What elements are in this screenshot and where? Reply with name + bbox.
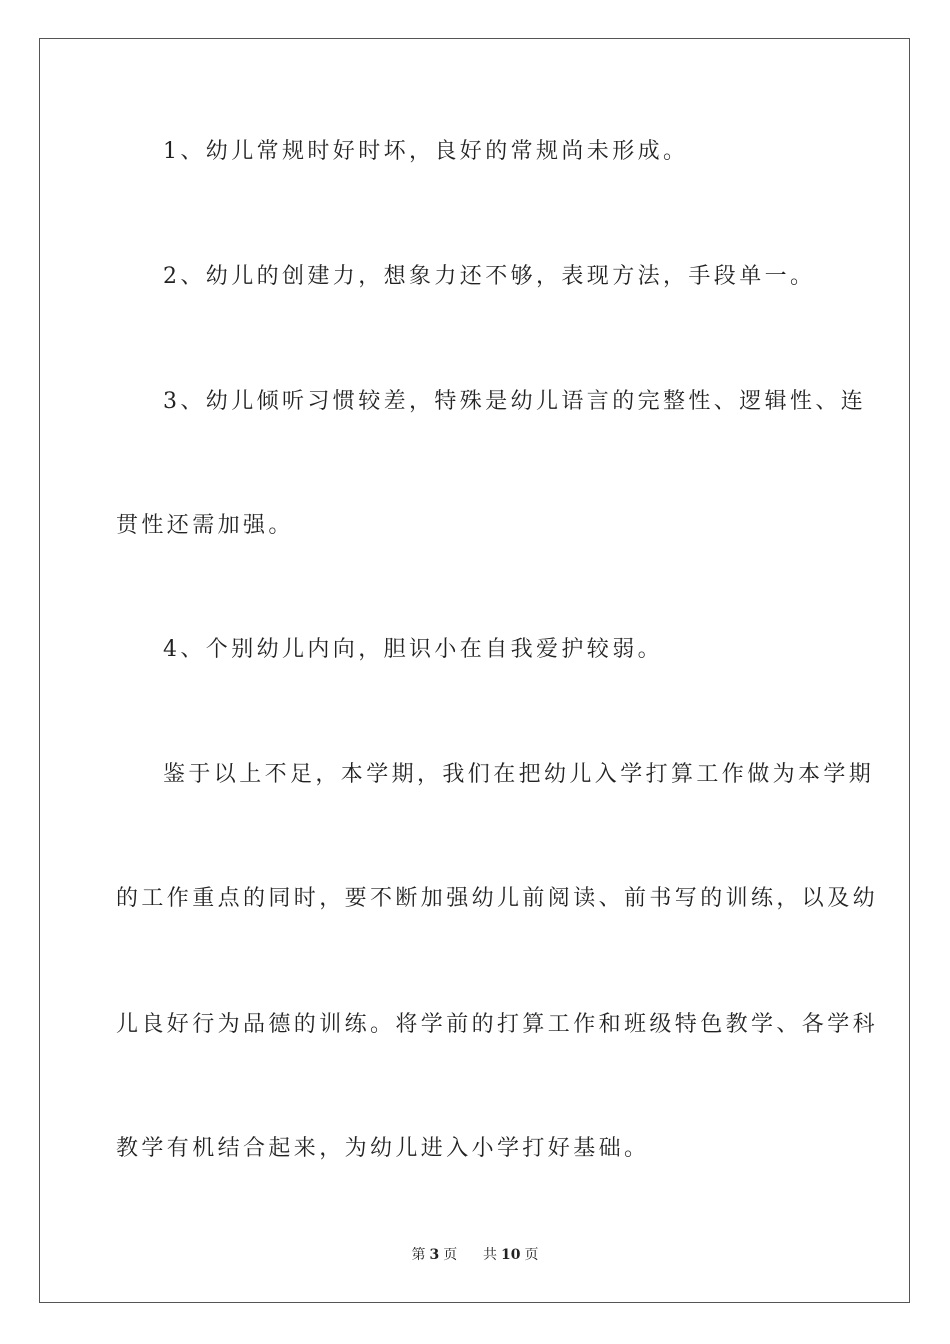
total-number: 10 <box>501 1247 521 1263</box>
total-prefix: 共 <box>483 1247 498 1263</box>
total-suffix: 页 <box>524 1247 539 1263</box>
total-indicator <box>481 1247 540 1263</box>
page-prefix: 第 <box>411 1247 426 1263</box>
paragraph-line-4: 教学有机结合起来，为幼儿进入小学打好基础。 <box>116 1136 650 1161</box>
page-footer <box>0 1246 950 1264</box>
list-item-3-line-1: 3、幼儿倾听习惯较差，特殊是幼儿语言的完整性、逻辑性、连 <box>163 389 867 414</box>
page-number: 3 <box>429 1247 440 1263</box>
list-item-2: 2、幼儿的创建力，想象力还不够，表现方法，手段单一。 <box>163 264 816 289</box>
paragraph-line-1: 鉴于以上不足，本学期，我们在把幼儿入学打算工作做为本学期 <box>163 762 875 787</box>
page-indicator <box>409 1247 459 1263</box>
list-item-3-line-2: 贯性还需加强。 <box>116 513 294 538</box>
paragraph-line-3: 儿良好行为品德的训练。将学前的打算工作和班级特色教学、各学科 <box>116 1012 879 1037</box>
page-border <box>39 38 910 1303</box>
list-item-4: 4、个别幼儿内向，胆识小在自我爱护较弱。 <box>163 637 663 662</box>
paragraph-line-2: 的工作重点的同时，要不断加强幼儿前阅读、前书写的训练，以及幼 <box>116 886 879 911</box>
page-suffix: 页 <box>443 1247 458 1263</box>
list-item-1: 1、幼儿常规时好时坏，良好的常规尚未形成。 <box>163 139 689 164</box>
